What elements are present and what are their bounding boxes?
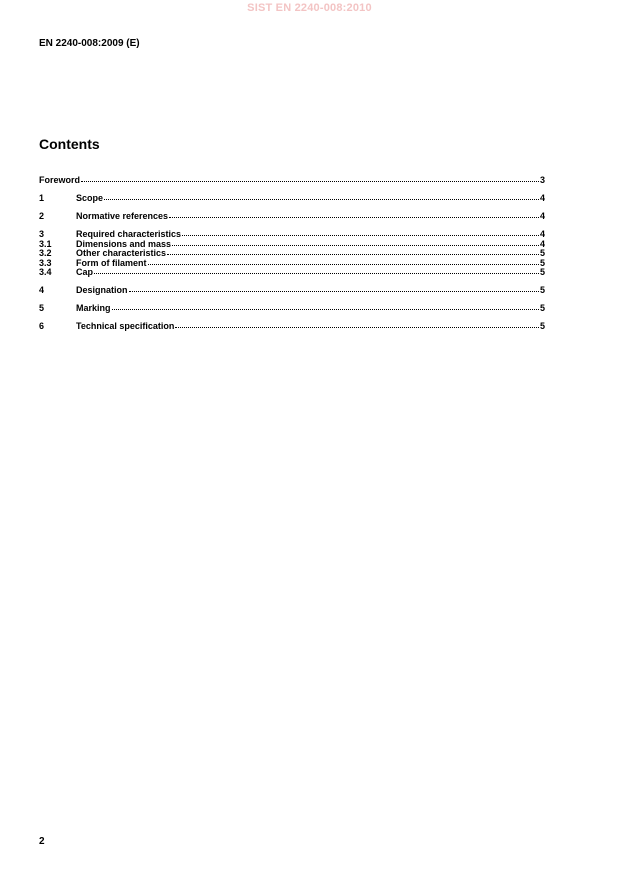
document-id: EN 2240-008:2009 (E) [39,38,140,49]
toc-entry-page: 5 [539,285,545,295]
toc-entry-number: 5 [39,303,45,313]
toc-entry-page: 4 [539,211,545,221]
toc-leader-dots [94,273,539,274]
toc-entry-page: 4 [539,229,545,239]
toc-entry-page: 5 [539,257,545,268]
toc-entry-title: Scope [76,193,104,203]
contents-title: Contents [39,136,100,152]
toc-entry-page: 3 [539,175,545,185]
toc-entry-normative-references[interactable] [39,212,545,222]
toc-entry-number: 3.1 [39,238,52,249]
toc-entry-page: 4 [539,238,545,249]
watermark: SIST EN 2240-008:2010 [247,2,372,14]
toc-leader-dots [169,217,539,218]
toc-entry-number: 6 [39,321,45,331]
toc-entry-title: Foreword [39,175,81,185]
toc-leader-dots [172,245,539,246]
toc-leader-dots [104,199,539,200]
toc-entry-title: Dimensions and mass [76,238,172,249]
toc-entry-title: Designation [76,285,128,295]
toc-entry-number: 4 [39,285,45,295]
toc-entry-number: 3.4 [39,267,52,277]
toc-entry-title: Technical specification [76,321,175,331]
toc-entry-title: Normative references [76,211,169,221]
toc-entry-number: 3.2 [39,248,52,258]
toc-leader-dots [81,181,539,182]
toc-leader-dots [148,264,539,265]
toc-leader-dots [182,235,539,236]
toc-entry-title: Cap [76,267,94,277]
toc-entry-scope[interactable] [39,194,545,204]
toc-entry-form-of-filament[interactable] [39,259,545,269]
toc-leader-dots [167,254,539,255]
toc-leader-dots [112,309,539,310]
toc-entry-marking[interactable] [39,304,545,314]
toc-entry-page: 5 [539,248,545,258]
page-number: 2 [39,836,45,847]
toc-entry-title: Required characteristics [76,229,182,239]
toc-entry-page: 5 [539,303,545,313]
toc-entry-page: 5 [539,321,545,331]
toc-entry-designation[interactable] [39,286,545,296]
toc-entry-foreword[interactable] [39,176,545,186]
toc-leader-dots [175,327,539,328]
toc-entry-number: 2 [39,211,45,221]
toc-entry-number: 1 [39,193,45,203]
toc-entry-title: Form of filament [76,257,147,268]
toc-entry-page: 5 [539,267,545,277]
toc-entry-cap[interactable] [39,268,545,278]
toc-entry-number: 3.3 [39,257,52,268]
toc-entry-page: 4 [539,193,545,203]
table-of-contents [39,176,545,332]
toc-leader-dots [129,291,539,292]
toc-entry-title: Other characteristics [76,248,167,258]
toc-entry-number: 3 [39,229,45,239]
toc-entry-technical-specification[interactable] [39,322,545,332]
toc-entry-title: Marking [76,303,111,313]
